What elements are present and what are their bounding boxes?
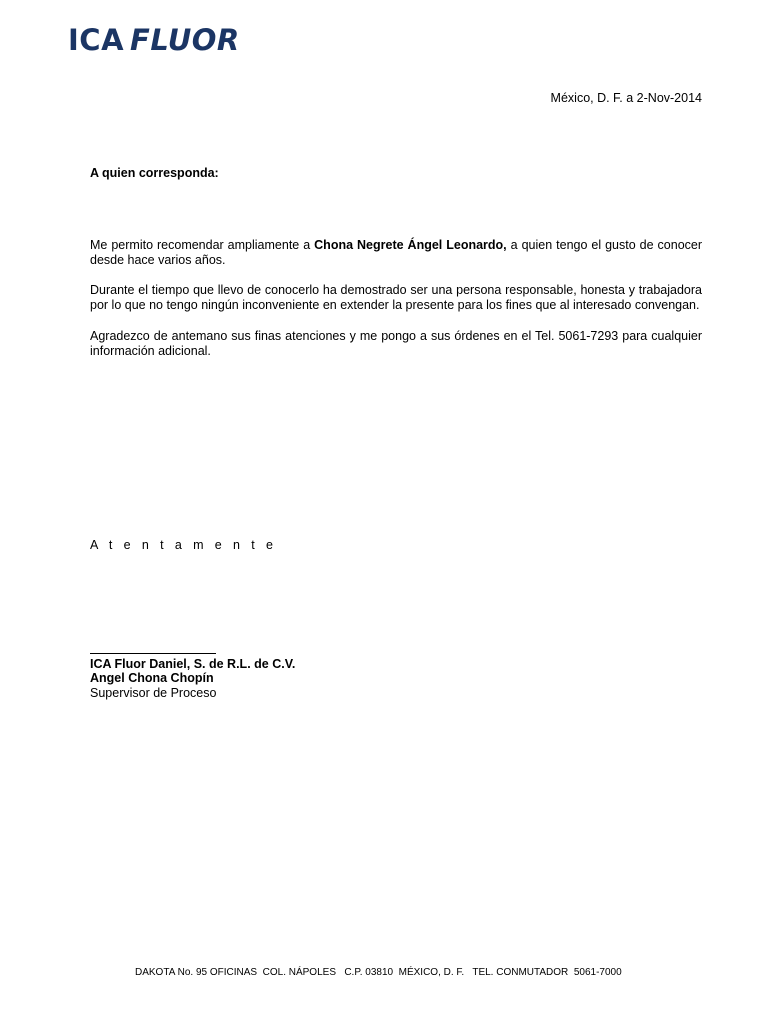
body-paragraph-3: Agradezco de antemano sus finas atenciones y me pongo a sus órdenes en el Tel. 5061-7293 para cualquier información adicional. [90,329,702,358]
recommended-person-name: Chona Negrete Ángel Leonardo, [314,238,507,252]
body-paragraph-1 [90,238,702,268]
signature-title: Supervisor de Proceso [90,686,217,700]
signature-company: ICA Fluor Daniel, S. de R.L. de C.V. [90,657,296,671]
company-logo [68,22,240,58]
signature-name: Angel Chona Chopín [90,671,214,685]
closing-phrase: A t e n t a m e n t e [90,538,277,552]
p1-intro: Me permito recomendar ampliamente a [90,238,315,252]
body-paragraph-2: Durante el tiempo que llevo de conocerlo ha demostrado ser una persona responsable, honesta y trabajadora por lo que no tengo ningún inconveniente en extender la presente para los fines que al interesado convengan. [90,283,702,312]
logo-ica: ICA [68,23,125,57]
signature-line [90,653,216,654]
p1-rest: a quien tengo el gusto de conocer desde hace varios años. [90,238,703,267]
letter-date: México, D. F. a 2-Nov-2014 [550,91,702,105]
footer-address: DAKOTA No. 95 OFICINAS COL. NÁPOLES C.P. 03810 MÉXICO, D. F. TEL. CONMUTADOR 5061-7000 [135,967,622,978]
logo-fluor: FLUOR [130,23,240,57]
salutation: A quien corresponda: [90,166,219,180]
